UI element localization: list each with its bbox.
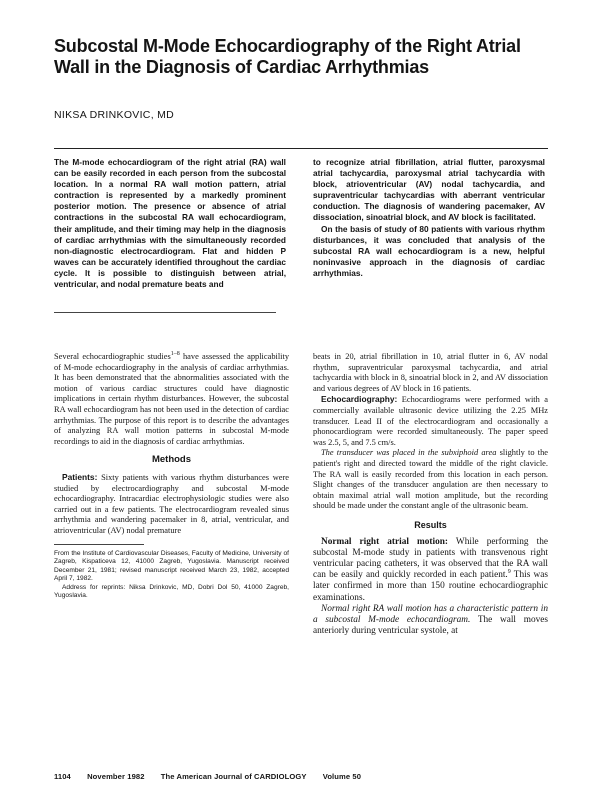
abstract-paragraph-2: On the basis of study of 80 patients with various rhythm disturbances, it was concluded that analysis of the subcostal RA wall echocardiogram is a new, helpful noninvasive approach in the diagnosis of cardiac arrhythmias. xyxy=(313,223,545,278)
transducer-text: slightly to the patient's right and directed toward the middle of the right clavicle. The RA wall is easily recorded from this location in each person. Slight changes of the transducer angulation are then necessary to obtain maximal atrial wall motion amplitude, but the recording should be made under the constant angle of the ultrasonic beam. xyxy=(313,448,549,511)
footnote-affiliation: From the Institute of Cardiovascular Diseases, Faculty of Medicine, University of Zagreb, Kispaticeva 12, 41000 Zagreb, Yugoslavia. Manuscript received December 21, 1981; revised manuscript received March 23, 1982, accepted April 7, 1982. xyxy=(54,549,289,583)
echocardiography-paragraph xyxy=(313,394,548,448)
transducer-paragraph xyxy=(313,448,548,512)
top-divider xyxy=(54,148,548,149)
normal-motion-reference: 9 xyxy=(507,569,511,576)
normal-motion-text-2: This was later confirmed in more than 150 routine echocardiographic examinations. xyxy=(313,570,549,603)
intro-text-start: Several echocardiographic studies xyxy=(54,352,171,361)
abstract-paragraph-1-continued: to recognize atrial fibrillation, atrial flutter, paroxysmal atrial tachycardia, paroxysmal atrial tachycardia with block, atrioventricular (AV) nodal tachycardia, and supraventricular tachycardias with aberrant ventricular conduction. The diagnosis of wandering pacemaker, AV dissociation, sinoatrial block, and AV block is facilitated. xyxy=(313,157,545,223)
intro-reference: 1–8 xyxy=(170,351,180,358)
intro-paragraph xyxy=(54,352,289,447)
issue-date: November 1982 xyxy=(87,772,145,781)
body-right-column xyxy=(313,352,548,637)
patients-run-in-head: Patients: xyxy=(62,471,98,482)
footnote-divider xyxy=(54,544,144,545)
journal-name: The American Journal of CARDIOLOGY xyxy=(160,772,307,781)
echo-run-in-head: Echocardiography: xyxy=(321,394,398,405)
abstract-right-column xyxy=(313,157,545,279)
abstract-divider xyxy=(54,312,276,313)
footnote-address: Address for reprints: Niksa Drinkovic, MD, Dobri Dol 50, 41000 Zagreb, Yugoslavia. xyxy=(54,583,289,600)
abstract-left-column xyxy=(54,157,286,290)
normal-motion-run-in-head: Normal right atrial motion: xyxy=(321,536,449,547)
abstract-paragraph-1: The M-mode echocardiogram of the right atrial (RA) wall can be easily recorded in each person from the subcostal location. In a normal RA wall motion pattern, atrial contraction is represented by a markedly prominent posterior motion. The presence or absence of atrial contractions in the subcostal RA wall echocardiogram, their amplitude, and their timing may help in the diagnosis of cardiac arrhythmias with the simultaneously recorded non-diagnostic electrocardiogram. Flat and hidden P waves can be accurately identified throughout the cardiac cycle. It is possible to distinguish between atrial, ventricular, and nodal premature beats and xyxy=(54,157,286,290)
normal-pattern-italic: Normal right RA wall motion has a characteristic pattern in a subcostal M-mode echocardiogram. xyxy=(313,603,548,625)
footnote xyxy=(54,550,289,602)
patients-text: Sixty patients with various rhythm disturbances were studied by electrocardiography and subcostal M-mode echocardiography. Intracardiac electrophysiologic studies were also carried out in a few patients. The electrocardiogram revealed sinus arrhythmia and wandering pacemaker in 8, atrial, ventricular, and atrioventricular (AV) nodal premature xyxy=(54,472,289,535)
results-heading: Results xyxy=(414,519,447,530)
normal-pattern-text: The wall moves anteriorly during ventricular systole, at xyxy=(313,614,548,637)
author-byline: NIKSA DRINKOVIC, MD xyxy=(54,109,175,121)
methods-heading: Methods xyxy=(151,454,192,466)
patients-paragraph xyxy=(54,472,289,537)
results-text-block xyxy=(313,537,548,638)
body-left-column xyxy=(54,352,289,601)
patients-continued: beats in 20, atrial fibrillation in 10, atrial flutter in 6, AV nodal rhythm, supraventricular paroxysmal tachycardia, and atrial tachycardia with block in 8, sinoatrial block in 2, and AV dissociation and various degrees of AV block in 16 patients. xyxy=(313,352,548,393)
normal-motion-paragraph xyxy=(313,537,548,604)
page-footer xyxy=(54,772,534,781)
page-number: 1104 xyxy=(54,772,71,781)
journal-volume: Volume 50 xyxy=(322,772,362,781)
normal-motion-text: While performing the subcostal M-mode study in patients with transvenous right ventricular pacing catheters, it was observed that the RA wall can be easily and quickly recorded in each patient. xyxy=(313,536,548,581)
echo-text: Echocardiograms were performed with a commercially available ultrasonic device utilizing the 2.25 MHz transducer. Lead II of the electrocardiogram and occasionally a phonocardiogram were recorded simultaneously. The paper speed was 2.5, 5, and 7.5 cm/s. xyxy=(313,395,548,447)
normal-pattern-paragraph xyxy=(313,604,548,638)
intro-text-rest: have assessed the applicability of M-mode echocardiography in the analysis of cardiac arrhythmias. It has been demonstrated that the abnormalities associated with the motion of various cardiac structures could have diagnostic implications in certain rhythm disturbances. However, the subcostal RA wall echocardiogram has not been used in the detection of cardiac arrhythmias. The purpose of this report is to describe the advantages of analyzing RA wall motion patterns in subcostal M-mode recordings to aid in the diagnosis of cardiac arrhythmias. xyxy=(54,352,290,446)
article-title: Subcostal M-Mode Echocardiography of the Right Atrial Wall in the Diagnosis of Cardiac Arrhythmias xyxy=(54,36,521,77)
transducer-italic: The transducer was placed in the subxiphoid area xyxy=(321,448,497,458)
